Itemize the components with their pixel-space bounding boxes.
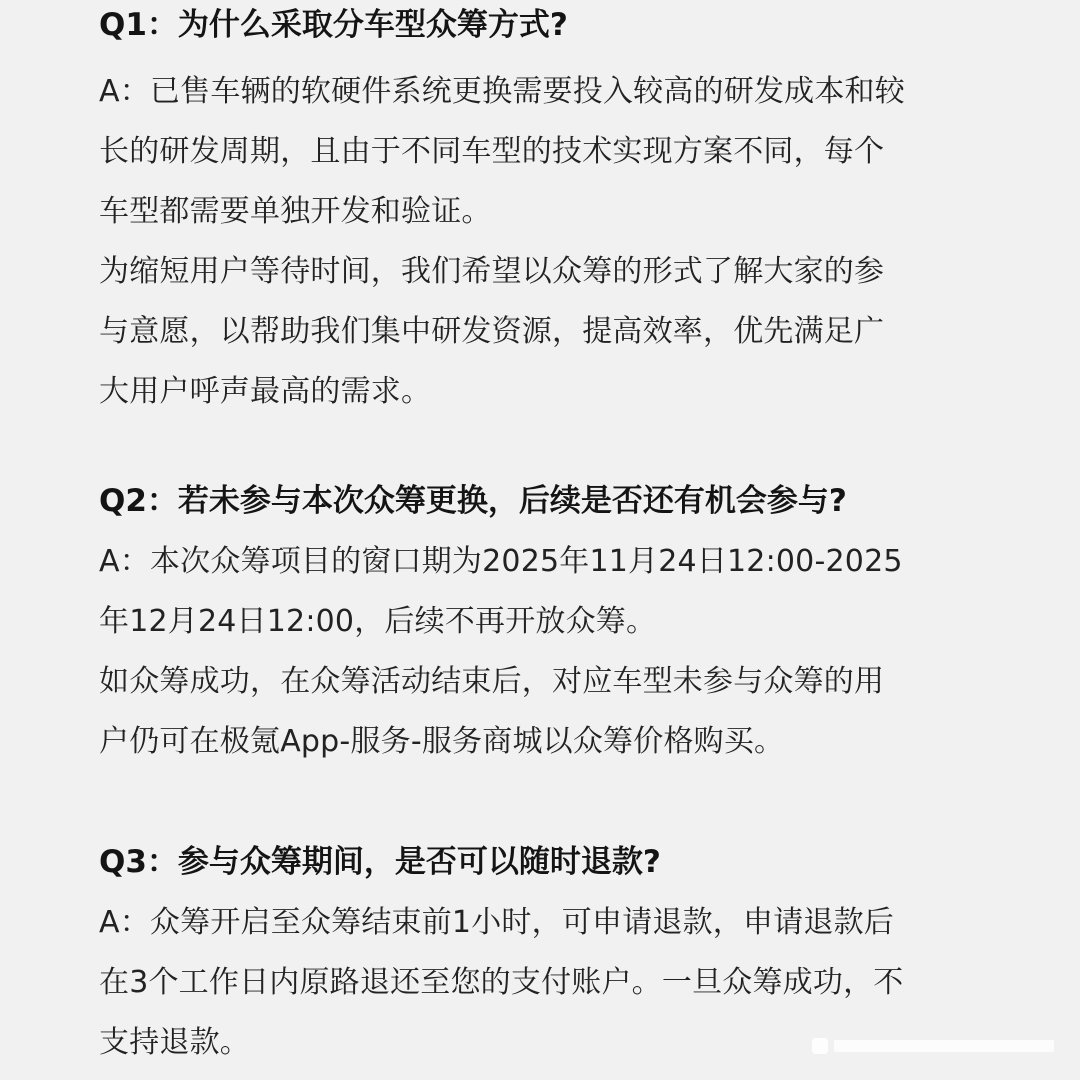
watermark-logo-mark [812,1038,828,1054]
answer-line: 大用户呼声最高的需求。 [99,374,432,409]
answer-paragraph [99,62,984,242]
answer-line: 在3个工作日内原路退还至您的支付账户。一旦众筹成功，不 [99,965,904,1000]
question-title: Q1：为什么采取分车型众筹方式? [99,7,568,43]
question-title: Q3：参与众筹期间，是否可以随时退款? [99,844,661,880]
answer-line: A：众筹开启至众筹结束前1小时，可申请退款，申请退款后 [99,905,895,940]
answer-line: 与意愿，以帮助我们集中研发资源，提高效率，优先满足广 [99,314,885,349]
answer-line: A：本次众筹项目的窗口期为2025年11月24日12:00-2025 [99,544,903,579]
faq-item-q2 [99,476,984,772]
answer-line: 年12月24日12:00，后续不再开放众筹。 [99,604,657,639]
answer-paragraph [99,242,984,422]
answer-line: 车型都需要单独开发和验证。 [99,194,492,229]
answer-line: 户仍可在极氪App-服务-服务商城以众筹价格购买。 [99,724,785,759]
faq-item-q1 [99,0,984,422]
answer-line: A：已售车辆的软硬件系统更换需要投入较高的研发成本和较 [99,74,905,109]
watermark [812,1032,1062,1060]
answer-paragraph [99,652,984,772]
answer-line: 长的研发周期，且由于不同车型的技术实现方案不同，每个 [99,134,885,169]
answer-line: 支持退款。 [99,1025,250,1060]
question-title: Q2：若未参与本次众筹更换，后续是否还有机会参与? [99,483,847,519]
answer-line: 为缩短用户等待时间，我们希望以众筹的形式了解大家的参 [99,254,885,289]
watermark-text-block [834,1040,1054,1052]
answer-line: 如众筹成功，在众筹活动结束后，对应车型未参与众筹的用 [99,664,885,699]
watermark-graphic [812,1032,1062,1060]
answer-paragraph [99,532,984,652]
